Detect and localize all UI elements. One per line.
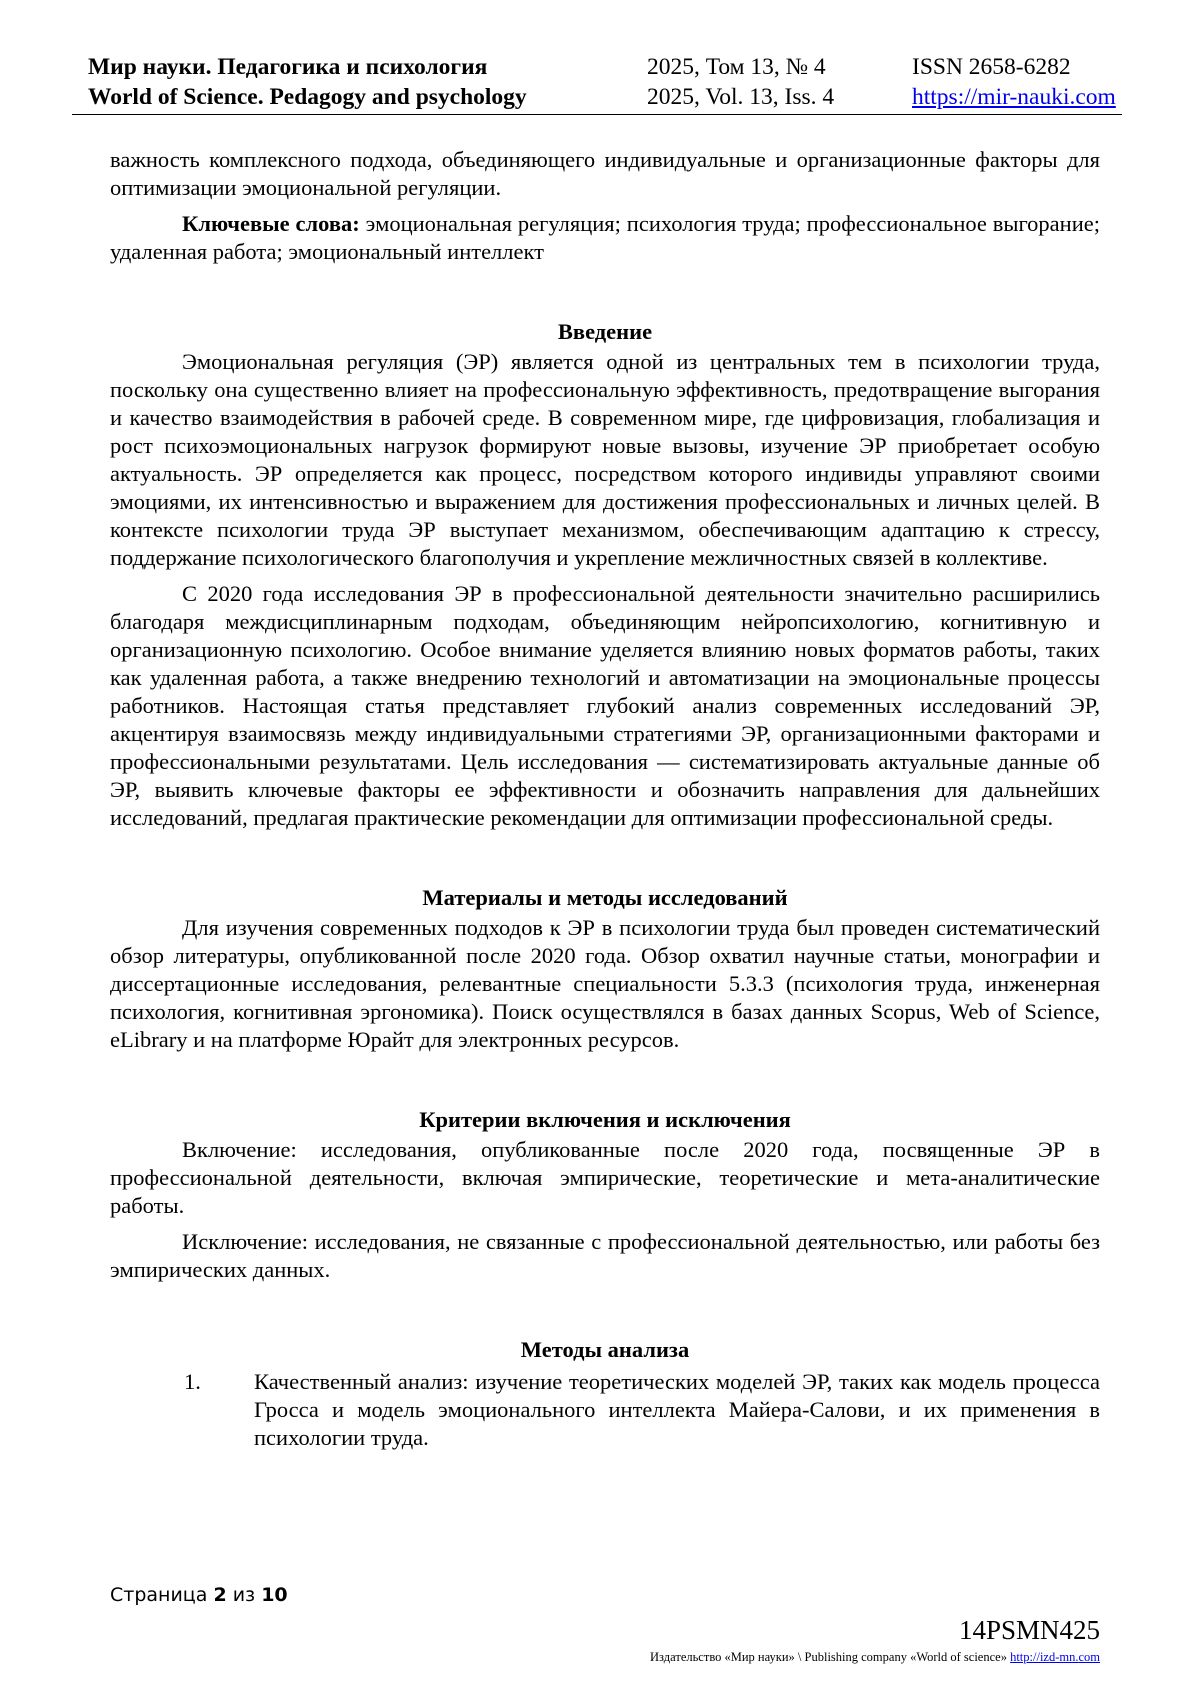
heading-methods: Материалы и методы исследований bbox=[422, 885, 788, 910]
heading-intro: Введение bbox=[557, 319, 653, 344]
journal-title-ru: Мир науки. Педагогика и психология bbox=[88, 54, 488, 80]
heading-analysis: Методы анализа bbox=[520, 1337, 690, 1362]
publisher-link[interactable]: http://izd-mn.com bbox=[1010, 1650, 1100, 1664]
article-body bbox=[110, 146, 1100, 1452]
running-header bbox=[72, 52, 1122, 115]
page-prefix: Страница bbox=[110, 1584, 214, 1606]
intro-paragraph-2: С 2020 года исследования ЭР в профессиональной деятельности значительно расширились благодаря междисциплинарным подходам, объединяющим нейропсихологию, когнитивную и организационную психологию. Особое внимание уделяется влиянию новых форматов работы, таких как удаленная работа, а также внедрению технологий и автоматизации на эмоциональные процессы работников. Настоящая статья представляет глубокий анализ современных исследований ЭР, акцентируя взаимосвязь между индивидуальными стратегиями ЭР, организационными факторами и профессиональными результатами. Цель исследования — систематизировать актуальные данные об ЭР, выявить ключевые факторы ее эффективности и обозначить направления для дальнейших исследований, предлагая практические рекомендации для оптимизации профессиональной среды. bbox=[110, 581, 1100, 830]
criteria-paragraph-1: Включение: исследования, опубликованные после 2020 года, посвященные ЭР в профессиональной деятельности, включая эмпирические, теоретические и мета-аналитические работы. bbox=[110, 1137, 1100, 1218]
keywords bbox=[110, 210, 1100, 266]
publisher-line bbox=[650, 1650, 1100, 1665]
list-item-text: Качественный анализ: изучение теоретических моделей ЭР, таких как модель процесса Гросса и модель эмоционального интеллекта Майера-Салови, и их применения в психологии труда. bbox=[254, 1369, 1100, 1450]
page-total: 10 bbox=[261, 1584, 288, 1606]
issn: ISSN 2658-6282 bbox=[912, 54, 1071, 80]
abstract-end: важность комплексного подхода, объединяющего индивидуальные и организационные факторы для оптимизации эмоциональной регуляции. bbox=[110, 147, 1100, 200]
issue-info-ru: 2025, Том 13, № 4 bbox=[647, 54, 826, 80]
list-item bbox=[110, 1368, 1100, 1452]
page-of: из bbox=[226, 1584, 262, 1606]
journal-title-en: World of Science. Pedagogy and psychology bbox=[88, 84, 527, 110]
page-current: 2 bbox=[213, 1584, 227, 1606]
methods-paragraph-1: Для изучения современных подходов к ЭР в психологии труда был проведен систематический обзор литературы, опубликованной после 2020 года. Обзор охватил научные статьи, монографии и диссертационные исследования, релевантные специальности 5.3.3 (психология труда, инженерная психология, когнитивная эргономика). Поиск осуществлялся в базах данных Scopus, Web of Science, eLibrary и на платформе Юрайт для электронных ресурсов. bbox=[110, 915, 1100, 1052]
journal-site-link[interactable]: https://mir-nauki.com bbox=[912, 84, 1116, 110]
publisher-name: Издательство «Мир науки» \ Publishing company «World of science» bbox=[650, 1650, 1011, 1664]
heading-criteria: Критерии включения и исключения bbox=[419, 1107, 791, 1132]
issue-info bbox=[647, 52, 834, 112]
intro-paragraph-1: Эмоциональная регуляция (ЭР) является одной из центральных тем в психологии труда, поскольку она существенно влияет на профессиональную эффективность, предотвращение выгорания и качество взаимодействия в рабочей среде. В современном мире, где цифровизация, глобализация и рост психоэмоциональных нагрузок формируют новые вызовы, изучение ЭР приобретает особую актуальность. ЭР определяется как процесс, посредством которого индивиды управляют своими эмоциями, их интенсивностью и выражением для достижения профессиональных и личных целей. В контексте психологии труда ЭР выступает механизмом, обеспечивающим адаптацию к стрессу, поддержание психологического благополучия и укрепление межличностных связей в коллективе. bbox=[110, 349, 1100, 570]
issue-info-en: 2025, Vol. 13, Iss. 4 bbox=[647, 84, 835, 110]
keywords-text: эмоциональная регуляция; психология труда; профессиональное выгорание; удаленная работа; эмоциональный интеллект bbox=[110, 211, 1100, 264]
list-item-number: 1. bbox=[184, 1369, 201, 1394]
issn-block bbox=[912, 52, 1116, 112]
article-code: 14PSMN425 bbox=[958, 1615, 1100, 1645]
journal-title bbox=[88, 52, 527, 112]
keywords-label: Ключевые слова: bbox=[182, 211, 360, 236]
criteria-paragraph-2: Исключение: исследования, не связанные с профессиональной деятельностью, или работы без эмпирических данных. bbox=[110, 1229, 1100, 1282]
page-number bbox=[110, 1584, 288, 1606]
